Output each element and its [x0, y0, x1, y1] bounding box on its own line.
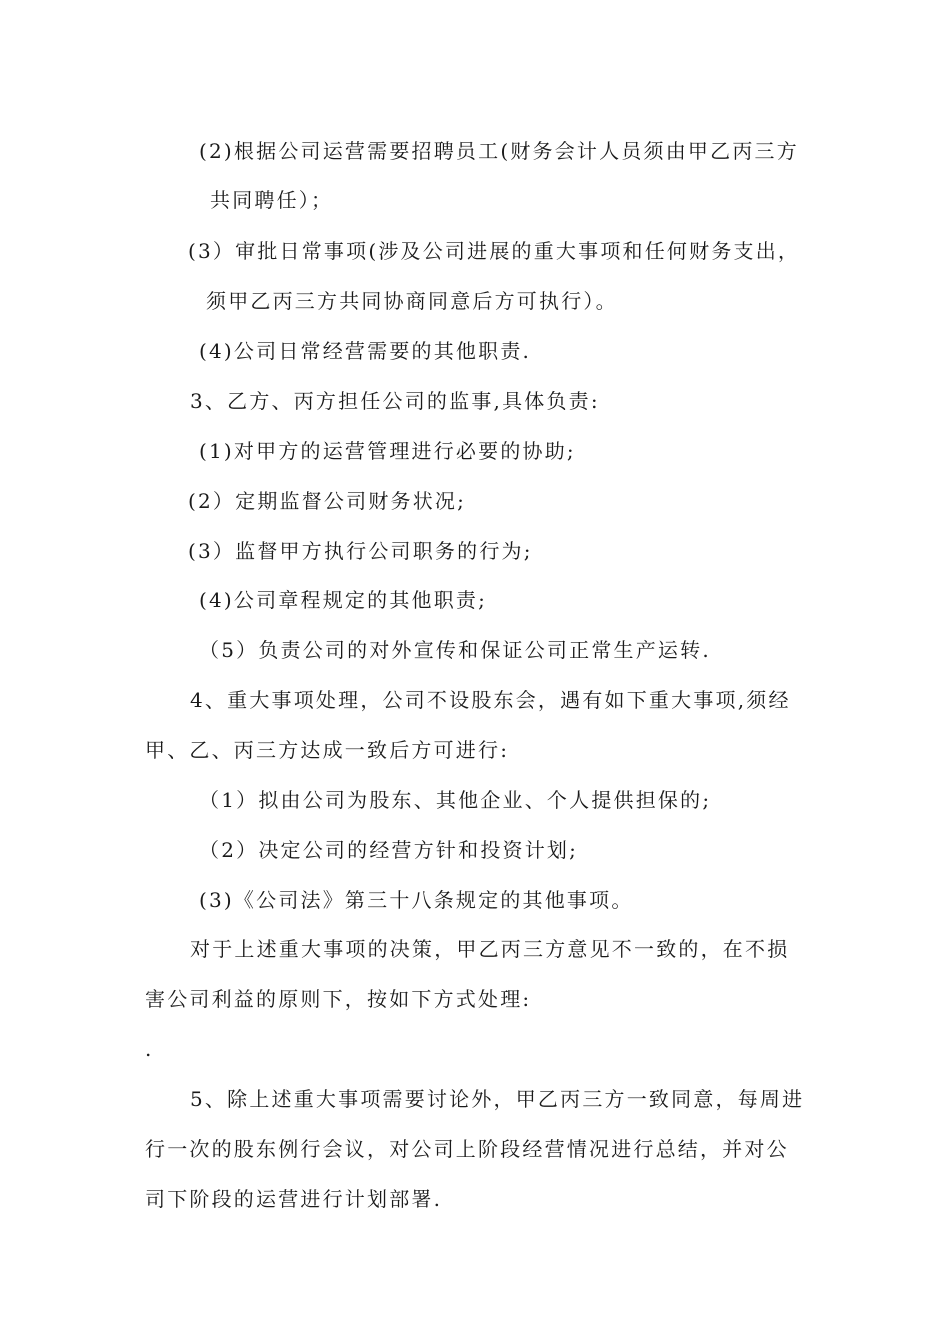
text-line: (2）定期监督公司财务状况;: [188, 489, 467, 513]
text-line: 行一次的股东例行会议，对公司上阶段经营情况进行总结，并对公: [145, 1137, 789, 1161]
text-line: 甲、乙、丙三方达成一致后方可进行:: [145, 738, 510, 762]
text-line: 对于上述重大事项的决策，甲乙丙三方意见不一致的，在不损: [190, 937, 790, 961]
text-line: (4)公司日常经营需要的其他职责.: [199, 339, 532, 363]
text-line: (2)根据公司运营需要招聘员工(财务会计人员须由甲乙丙三方: [199, 139, 799, 163]
text-line: 共同聘任）；: [210, 188, 334, 212]
text-line: (4)公司章程规定的其他职责;: [199, 588, 488, 612]
text-line: 害公司利益的原则下，按如下方式处理:: [145, 987, 532, 1011]
text-line: (1)对甲方的运营管理进行必要的协助;: [199, 439, 576, 463]
text-line: （2）决定公司的经营方针和投资计划;: [199, 838, 579, 862]
text-line: 司下阶段的运营进行计划部署.: [145, 1187, 443, 1211]
text-line: 4、重大事项处理，公司不设股东会，遇有如下重大事项,须经: [190, 688, 791, 712]
text-line: .: [145, 1037, 154, 1061]
text-line: (3)《公司法》第三十八条规定的其他事项。: [199, 888, 634, 912]
text-line: （1）拟由公司为股东、其他企业、个人提供担保的;: [199, 788, 712, 812]
text-line: (3）审批日常事项(涉及公司进展的重大事项和任何财务支出，: [188, 239, 801, 263]
text-line: 须甲乙丙三方共同协商同意后方可执行）。: [206, 289, 618, 313]
text-line: 3、乙方、丙方担任公司的监事,具体负责:: [190, 389, 600, 413]
text-line: （5）负责公司的对外宣传和保证公司正常生产运转.: [199, 638, 711, 662]
text-line: 5、除上述重大事项需要讨论外，甲乙丙三方一致同意，每周进: [190, 1087, 805, 1111]
text-line: (3）监督甲方执行公司职务的行为;: [188, 539, 533, 563]
